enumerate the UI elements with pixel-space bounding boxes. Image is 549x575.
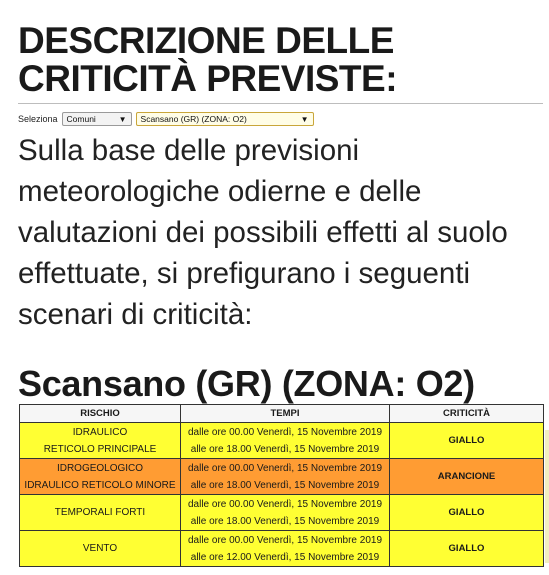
table-row — [20, 531, 544, 567]
risk-line: IDRAULICO — [72, 426, 128, 438]
intro-line: scenari di criticità: — [18, 298, 253, 331]
time-cell — [181, 459, 390, 495]
time-from: dalle ore 00.00 Venerdì, 15 Novembre 2019 — [187, 534, 383, 546]
time-to: alle ore 18.00 Venerdì, 15 Novembre 2019 — [190, 515, 380, 527]
chevron-down-icon: ▼ — [118, 114, 127, 124]
table-row — [20, 459, 544, 495]
divider — [18, 103, 543, 104]
level-cell: ARANCIONE — [390, 459, 544, 495]
time-from: dalle ore 00.00 Venerdì, 15 Novembre 2019 — [187, 498, 383, 510]
page-heading — [18, 22, 397, 98]
criticality-table — [19, 404, 544, 567]
edge-strip — [545, 430, 549, 563]
time-cell — [181, 423, 390, 459]
risk-line: TEMPORALI FORTI — [54, 507, 146, 518]
risk-line: VENTO — [82, 543, 118, 554]
risk-line: RETICOLO PRINCIPALE — [43, 443, 157, 455]
intro-line: effettuate, si prefigurano i seguenti — [18, 257, 471, 290]
intro-line: meteorologiche odierne e delle — [18, 175, 422, 208]
place-select-value: Scansano (GR) (ZONA: O2) — [140, 114, 247, 124]
column-header-rischio: RISCHIO — [20, 405, 181, 423]
risk-cell — [20, 495, 181, 531]
time-to: alle ore 12.00 Venerdì, 15 Novembre 2019 — [190, 551, 380, 563]
level-cell: GIALLO — [390, 531, 544, 567]
heading-line-1: DESCRIZIONE DELLE — [18, 20, 394, 61]
table-row — [20, 495, 544, 531]
risk-cell — [20, 531, 181, 567]
time-from: dalle ore 00.00 Venerdì, 15 Novembre 2019 — [187, 426, 383, 438]
type-select-value: Comuni — [66, 114, 96, 124]
table-row — [20, 423, 544, 459]
risk-cell — [20, 423, 181, 459]
heading-line-2: CRITICITÀ PREVISTE: — [18, 58, 398, 99]
level-cell: GIALLO — [390, 495, 544, 531]
table-header-row — [20, 405, 544, 423]
time-cell — [181, 531, 390, 567]
column-header-criticita: CRITICITÀ — [390, 405, 544, 423]
risk-cell — [20, 459, 181, 495]
level-cell: GIALLO — [390, 423, 544, 459]
selector-label: Seleziona — [18, 114, 58, 124]
column-header-tempi: TEMPI — [181, 405, 390, 423]
chevron-down-icon: ▼ — [300, 114, 309, 124]
intro-line: Sulla base delle previsioni — [18, 134, 360, 167]
time-to: alle ore 18.00 Venerdì, 15 Novembre 2019 — [190, 443, 380, 455]
intro-text — [18, 130, 548, 335]
place-select[interactable] — [136, 112, 314, 126]
risk-line: IDRAULICO RETICOLO MINORE — [24, 479, 176, 491]
place-title: Scansano (GR) (ZONA: O2) — [18, 363, 475, 404]
risk-line: IDROGEOLOGICO — [56, 462, 144, 474]
selector-bar — [18, 111, 318, 127]
type-select[interactable] — [62, 112, 132, 126]
time-cell — [181, 495, 390, 531]
time-from: dalle ore 00.00 Venerdì, 15 Novembre 2019 — [187, 462, 383, 474]
time-to: alle ore 18.00 Venerdì, 15 Novembre 2019 — [190, 479, 380, 491]
intro-line: valutazioni dei possibili effetti al suolo — [18, 216, 508, 249]
